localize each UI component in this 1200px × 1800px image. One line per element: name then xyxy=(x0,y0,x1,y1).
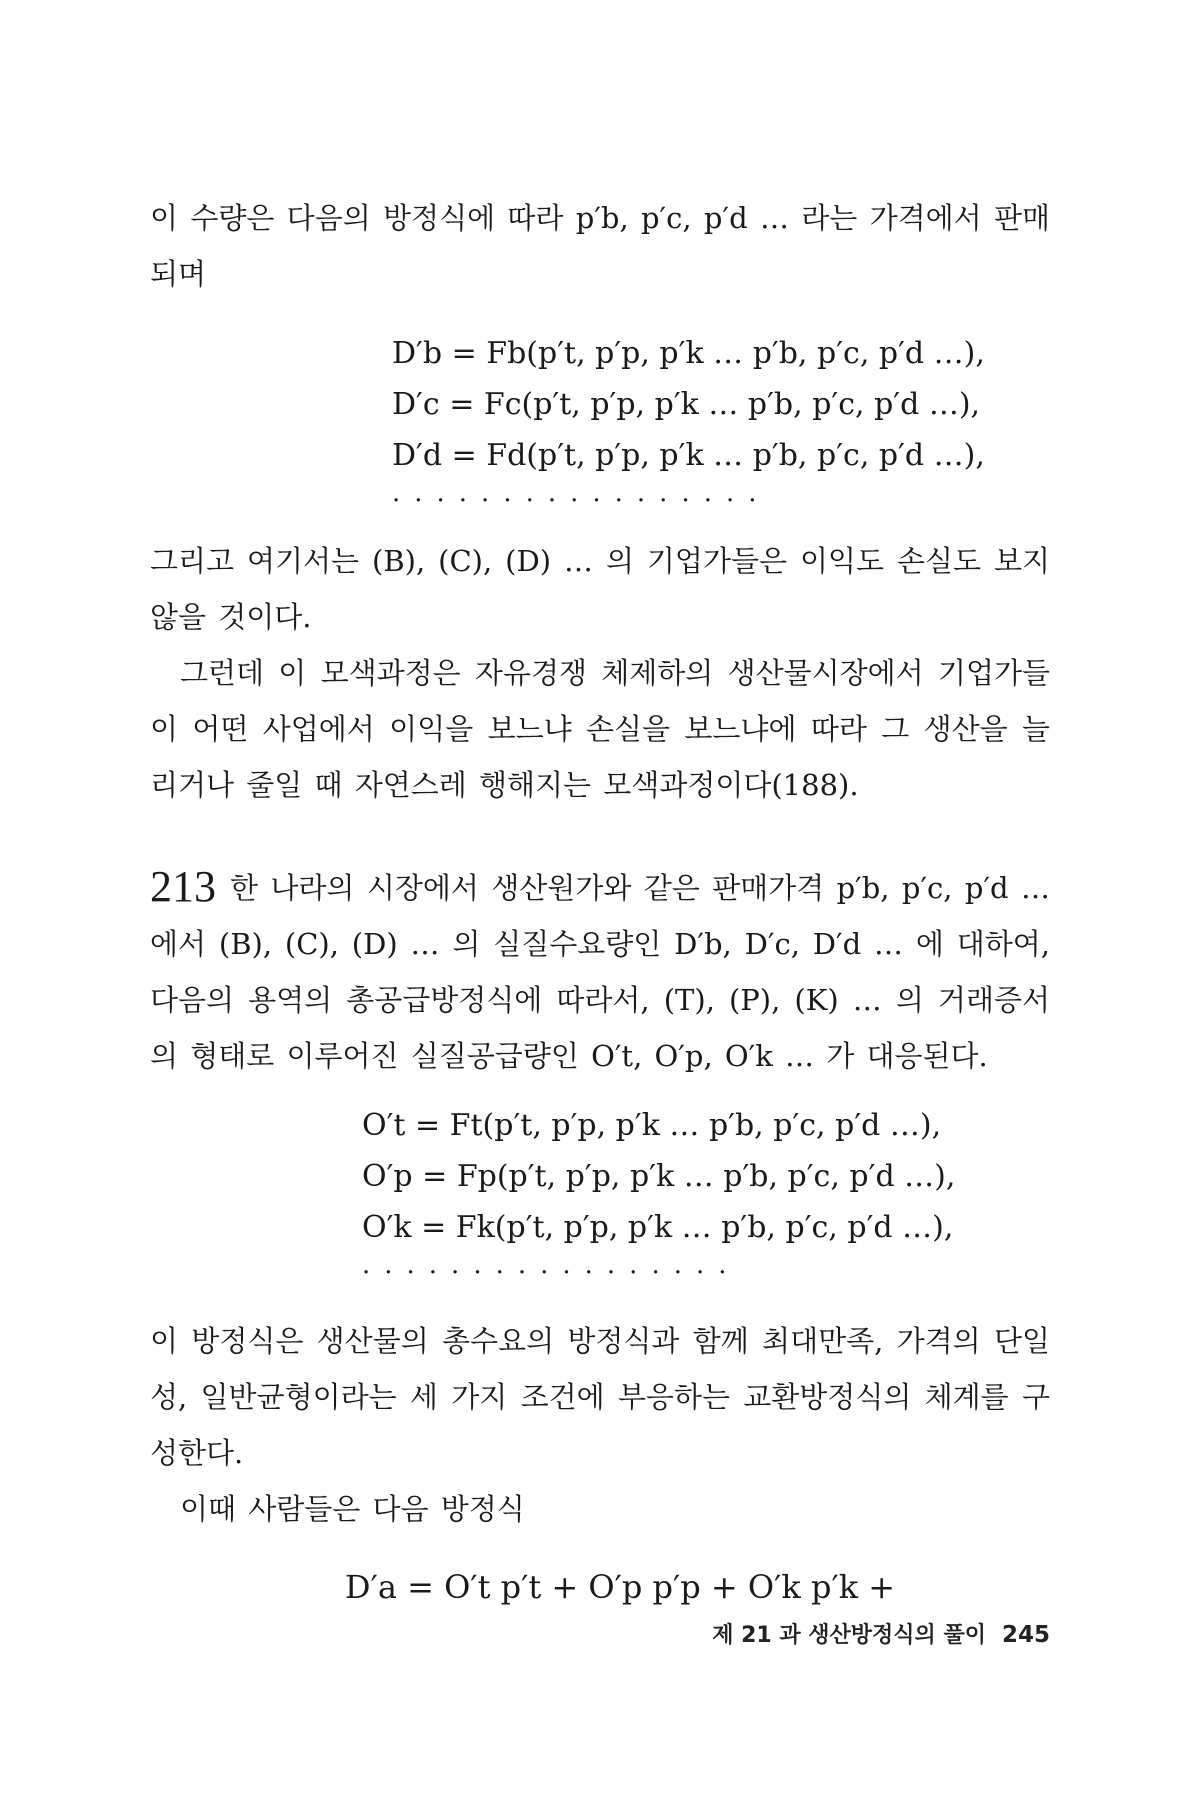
continuation-dots: ················· xyxy=(362,1258,741,1288)
budget-equation: D′a = O′t p′t + O′p p′p + O′k p′k + xyxy=(344,1568,896,1606)
chapter-title: 제 21 과 생산방정식의 풀이 xyxy=(712,1623,986,1648)
paragraph-2: 그리고 여기서는 (B), (C), (D) … 의 기업가들은 이익도 손실도 보지 않을 것이다. xyxy=(150,544,1050,634)
page-number: 245 xyxy=(1001,1622,1050,1648)
paragraph-6: 이때 사람들은 다음 방정식 xyxy=(180,1492,525,1526)
demand-equations xyxy=(150,328,1050,521)
continuation-dots: ················· xyxy=(392,486,771,516)
paragraph-1: 이 수량은 다음의 방정식에 따라 p′b, p′c, p′d … 라는 가격에서 판매되며 xyxy=(150,201,1050,291)
equation-ot: O′t = Ft(p′t, p′p, p′k … p′b, p′c, p′d …), xyxy=(362,1108,942,1143)
equation-op: O′p = Fp(p′t, p′p, p′k … p′b, p′c, p′d …), xyxy=(362,1159,956,1194)
page-footer xyxy=(712,1618,1050,1649)
paragraph-3: 그런데 이 모색과정은 자유경쟁 체제하의 생산물시장에서 기업가들이 어떤 사업에서 이익을 보느냐 손실을 보느냐에 따라 그 생산을 늘리거나 줄일 때 자연스레 행해지는 모색과정이다(188). xyxy=(150,656,1050,802)
paragraph-5: 이 방정식은 생산물의 총수요의 방정식과 함께 최대만족, 가격의 단일성, 일반균형이라는 세 가지 조건에 부응하는 교환방정식의 체계를 구성한다. xyxy=(150,1324,1050,1470)
section-213-paragraph xyxy=(150,859,1050,1084)
equation-dc: D′c = Fc(p′t, p′p, p′k … p′b, p′c, p′d …), xyxy=(392,387,981,422)
supply-equations xyxy=(150,1100,1050,1293)
page-body xyxy=(150,190,1050,1617)
equation-db: D′b = Fb(p′t, p′p, p′k … p′b, p′c, p′d …), xyxy=(392,336,985,371)
paragraph-4: 한 나라의 시장에서 생산원가와 같은 판매가격 p′b, p′c, p′d … 에서 (B), (C), (D) … 의 실질수요량인 D′b, D′c, D′d … 에 대하여, 다음의 용역의 총공급방정식에 따라서, (T), (P), (K) … 의 거래증서의 형태로 이루어진 실질공급량인 O′t, O′p, O′k … 가 대응된다. xyxy=(150,871,1050,1073)
equation-ok: O′k = Fk(p′t, p′p, p′k … p′b, p′c, p′d …), xyxy=(362,1210,954,1245)
equation-dd: D′d = Fd(p′t, p′p, p′k … p′b, p′c, p′d …), xyxy=(392,438,985,473)
section-number: 213 xyxy=(150,862,216,911)
